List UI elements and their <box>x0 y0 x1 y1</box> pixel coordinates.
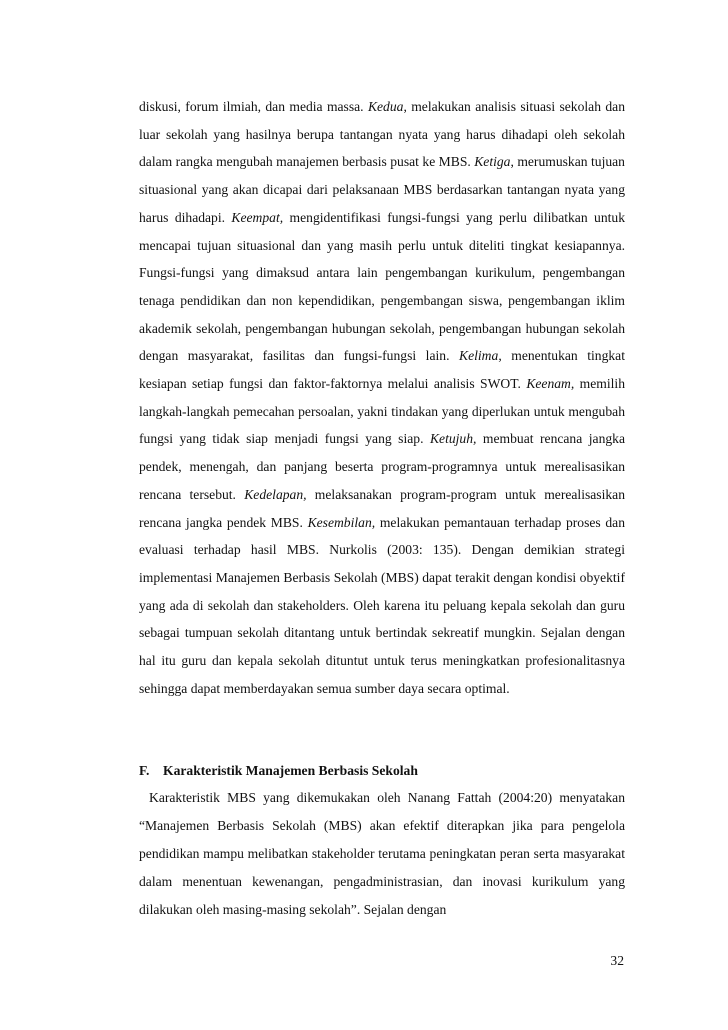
body-text <box>139 93 625 702</box>
text-run: membuat rencana jangka pendek, menengah, dan panjang beserta program-programnya untuk merealisasikan rencana tersebut. <box>139 431 625 502</box>
text-run: , melakukan analisis situasi sekolah dan luar sekolah yang hasilnya berupa tantangan nyata yang harus dihadapi oleh sekolah dalam rangka mengubah manajemen berbasis pusat ke MBS. <box>139 99 625 170</box>
paragraph-strategy-steps <box>139 93 625 702</box>
section-number: F. <box>139 763 150 778</box>
section-title: Karakteristik Manajemen Berbasis Sekolah <box>163 763 418 778</box>
page-number: 32 <box>610 953 624 968</box>
text-run: diskusi, forum ilmiah, dan media massa. <box>139 99 368 114</box>
ordinal-term: Ketiga <box>474 154 511 170</box>
section-heading <box>139 761 625 781</box>
ordinal-term: Ketujuh, <box>429 431 477 447</box>
ordinal-term: Kedua <box>367 99 404 114</box>
ordinal-term: Kedelapan, <box>244 486 307 502</box>
text-run: melakukan pemantauan terhadap proses dan evaluasi terhadap hasil MBS. Nurkolis (2003: 135). Dengan demikian strategi implementasi Manajemen Berbasis Sekolah (MBS) dapat terakit dengan kondisi obyektif yang ada di sekolah dan stakeholders. Oleh karena itu peluang kepala sekolah dan guru sebagai tumpuan sekolah ditantang untuk bertindak sekreatif mungkin. Sejalan dengan hal itu guru dan kepala sekolah dituntut untuk terus meningkatkan profesionalitasnya sehingga dapat memberdayakan semua sumber daya secara optimal. <box>139 514 625 696</box>
text-run: mengidentifikasi fungsi-fungsi yang perlu dilibatkan untuk mencapai tujuan situasional dan yang masih perlu untuk diteliti tingkat kesiapannya. Fungsi-fungsi yang dimaksud antara lain pengembangan kurikulum, pengembangan tenaga pendidikan dan non kependidikan, pengembangan siswa, pengembangan iklim akademik sekolah, pengembangan hubungan sekolah, pengembangan hubungan sekolah dengan masyarakat, fasilitas dan fungsi-fungsi lain. <box>139 209 625 364</box>
text-run: memilih langkah-langkah pemecahan persoalan, yakni tindakan yang diperlukan untuk mengubah fungsi yang tidak siap menjadi fungsi yang siap. <box>139 376 625 447</box>
text-run: , menentukan tingkat kesiapan setiap fungsi dan faktor-faktornya melalui analisis SWOT. <box>139 348 625 392</box>
section-paragraph: Karakteristik MBS yang dikemukakan oleh Nanang Fattah (2004:20) menyatakan “Manajemen Berbasis Sekolah (MBS) akan efektif diterapkan jika para pengelola pendidikan mampu melibatkan stakeholder terutama peningkatan peran serta masyarakat dalam menentuan kewenangan, pengadministrasian, dan inovasi kurikulum yang dilakukan oleh masing-masing sekolah”. Sejalan dengan <box>139 790 625 917</box>
text-run: , merumuskan tujuan situasional yang akan dicapai dari pelaksanaan MBS berdasarkan tantangan nyata yang harus dihadapi. <box>139 154 625 225</box>
ordinal-term: Keempat, <box>231 209 284 225</box>
text-run: melaksanakan program-program untuk merealisasikan rencana jangka pendek MBS. <box>139 486 625 530</box>
ordinal-term: Kelima <box>459 348 499 364</box>
ordinal-term: Kesembilan, <box>307 514 376 530</box>
ordinal-term: Keenam, <box>526 376 575 392</box>
